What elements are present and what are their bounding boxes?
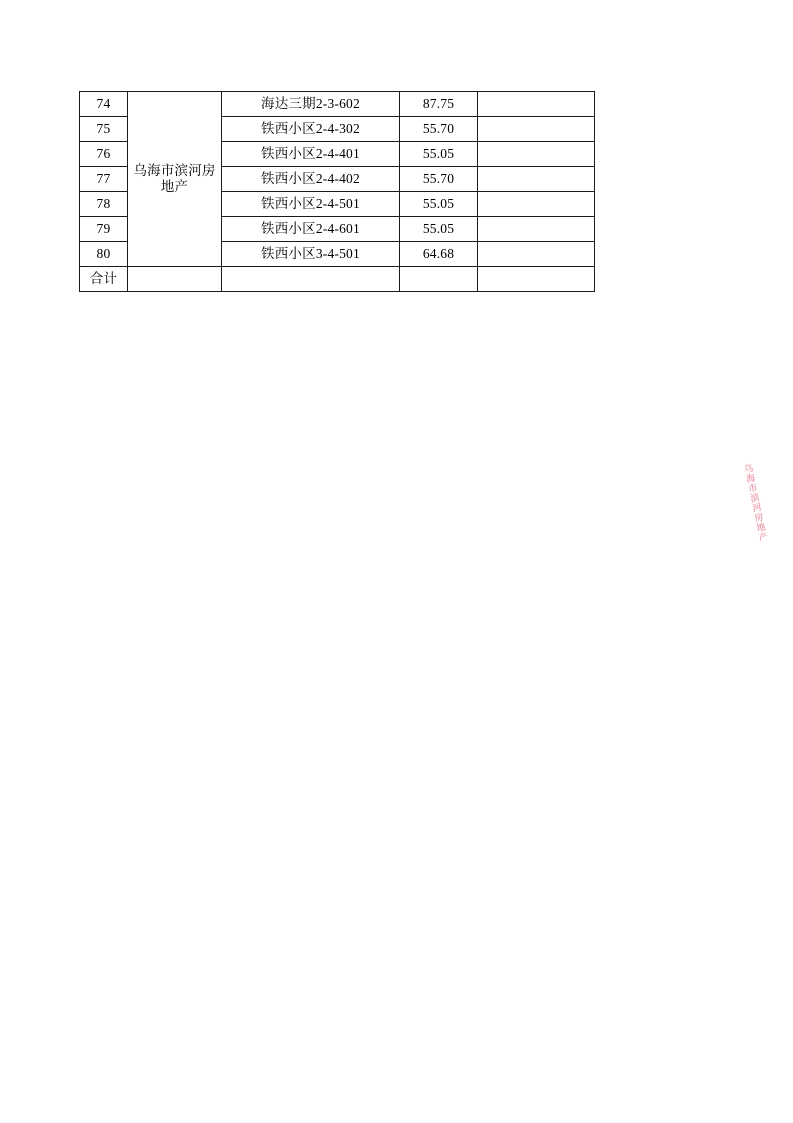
property-name: 铁西小区3-4-501 bbox=[222, 242, 400, 267]
property-area: 55.05 bbox=[400, 217, 478, 242]
property-area: 55.70 bbox=[400, 167, 478, 192]
red-seal-mark bbox=[741, 456, 793, 544]
row-index: 76 bbox=[80, 142, 128, 167]
property-area: 55.05 bbox=[400, 192, 478, 217]
remark-cell bbox=[478, 92, 595, 117]
remark-cell bbox=[478, 167, 595, 192]
seal-text: 乌海市滨河房地产 bbox=[742, 462, 769, 544]
remark-cell bbox=[478, 117, 595, 142]
total-name bbox=[222, 267, 400, 292]
row-index: 74 bbox=[80, 92, 128, 117]
property-table bbox=[79, 91, 595, 292]
row-index: 77 bbox=[80, 167, 128, 192]
owner-unit: 乌海市滨河房地产 bbox=[128, 92, 222, 267]
total-area bbox=[400, 267, 478, 292]
remark-cell bbox=[478, 242, 595, 267]
property-area: 55.05 bbox=[400, 142, 478, 167]
remark-cell bbox=[478, 192, 595, 217]
table-row bbox=[80, 92, 595, 117]
property-name: 铁西小区2-4-601 bbox=[222, 217, 400, 242]
total-label: 合计 bbox=[80, 267, 128, 292]
row-index: 78 bbox=[80, 192, 128, 217]
total-owner bbox=[128, 267, 222, 292]
row-index: 75 bbox=[80, 117, 128, 142]
remark-cell bbox=[478, 142, 595, 167]
remark-cell bbox=[478, 217, 595, 242]
property-name: 铁西小区2-4-401 bbox=[222, 142, 400, 167]
property-name: 铁西小区2-4-402 bbox=[222, 167, 400, 192]
row-index: 80 bbox=[80, 242, 128, 267]
table-total-row bbox=[80, 267, 595, 292]
property-area: 64.68 bbox=[400, 242, 478, 267]
property-name: 铁西小区2-4-302 bbox=[222, 117, 400, 142]
property-name: 铁西小区2-4-501 bbox=[222, 192, 400, 217]
total-remark bbox=[478, 267, 595, 292]
property-area: 55.70 bbox=[400, 117, 478, 142]
property-area: 87.75 bbox=[400, 92, 478, 117]
property-name: 海达三期2-3-602 bbox=[222, 92, 400, 117]
row-index: 79 bbox=[80, 217, 128, 242]
